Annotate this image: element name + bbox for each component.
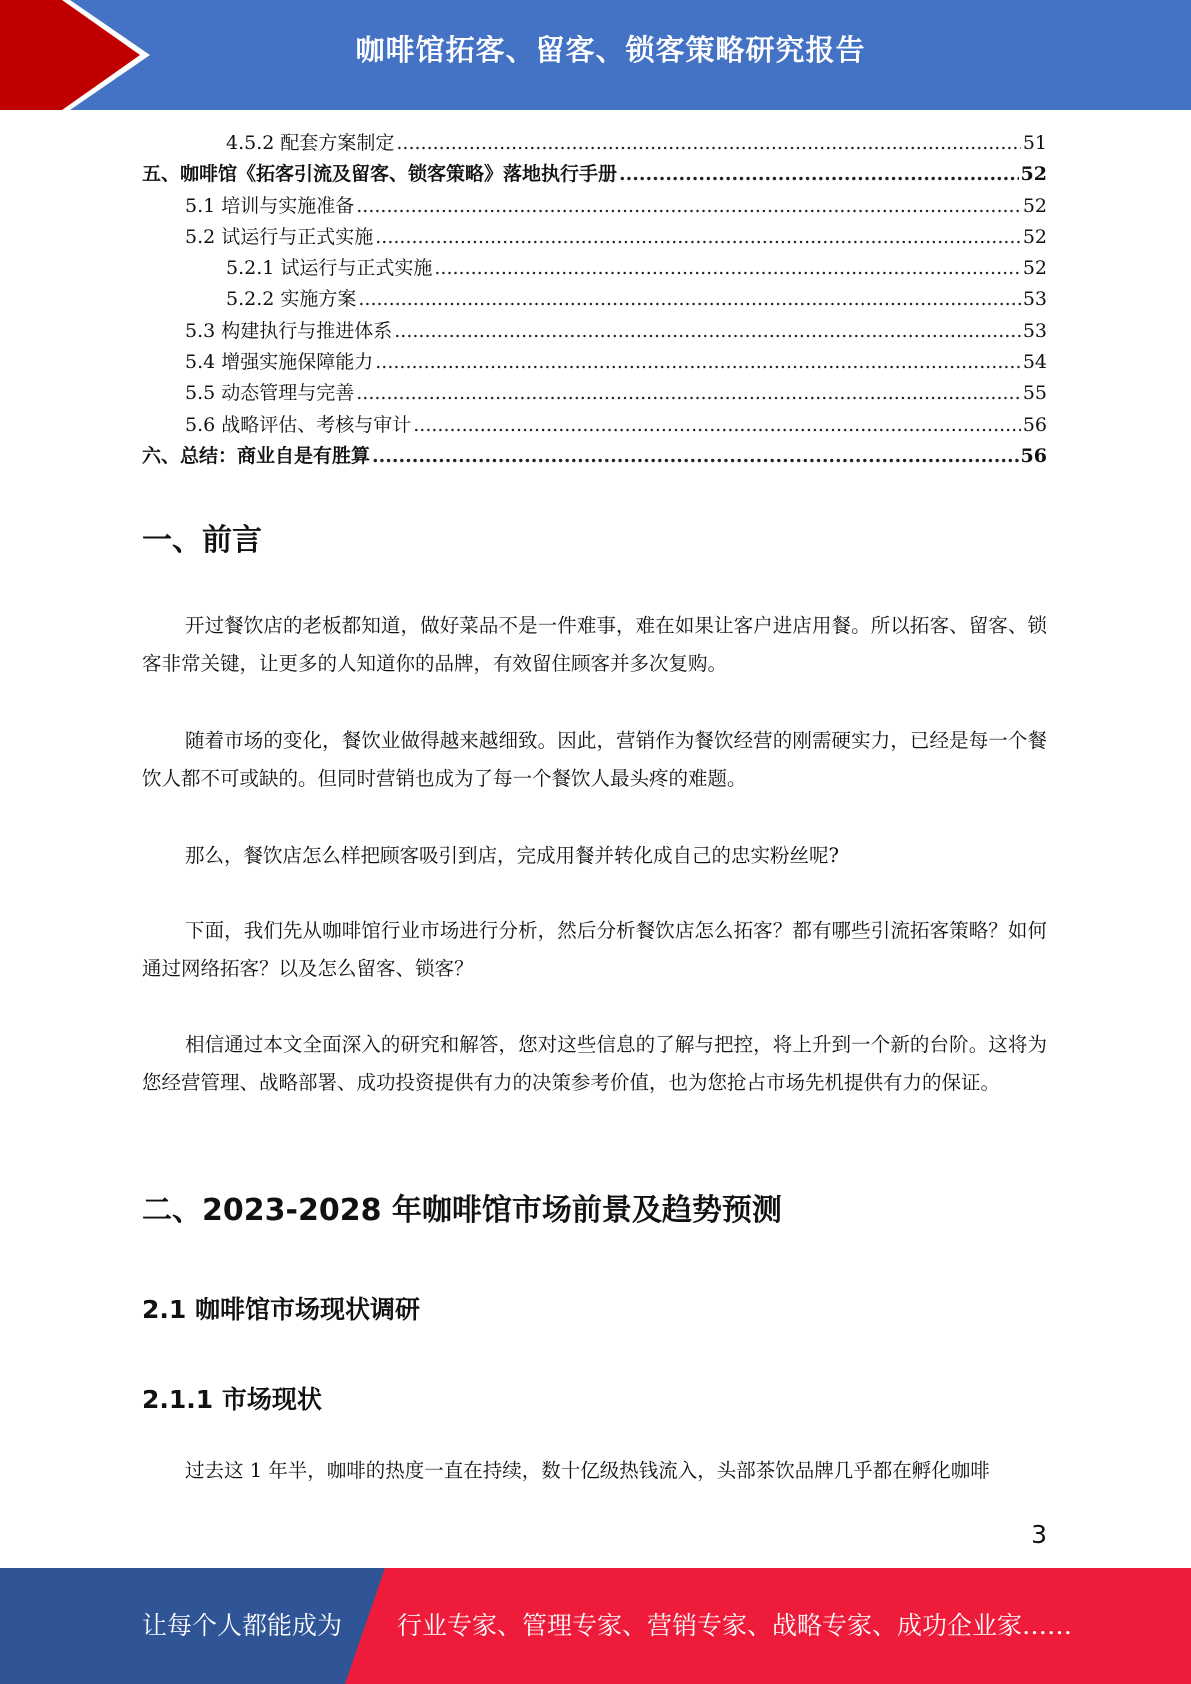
toc-entry-page: 56 [1020, 444, 1047, 467]
paragraph: 随着市场的变化，餐饮业做得越来越细致。因此，营销作为餐饮经营的刚需硬实力，已经是每一个餐饮人都不可或缺的。但同时营销也成为了每一个餐饮人最头疼的难题。 [142, 729, 1047, 790]
toc-entry-page: 52 [1020, 163, 1047, 186]
toc-entry[interactable] [142, 222, 1047, 253]
toc-entry[interactable] [142, 316, 1047, 347]
toc-entry[interactable] [142, 410, 1047, 441]
toc-entry-label: 5.3 构建执行与推进体系 [185, 319, 393, 342]
toc-entry-page: 51 [1022, 132, 1047, 154]
toc-entry-label: 六、总结：商业自是有胜算 [142, 444, 371, 467]
toc-entry-label: 5.6 战略评估、考核与审计 [185, 413, 412, 436]
toc-entry-label: 5.5 动态管理与完善 [185, 382, 355, 405]
toc-entry[interactable] [142, 253, 1047, 284]
table-of-contents [142, 128, 1047, 472]
toc-dot-leader [356, 195, 1021, 217]
document-title: 咖啡馆拓客、留客、锁客策略研究报告 [355, 33, 866, 67]
toc-entry-label: 5.1 培训与实施准备 [185, 194, 355, 217]
toc-entry[interactable] [142, 128, 1047, 159]
toc-entry-page: 54 [1022, 351, 1047, 374]
header-chevron-graphic [0, 0, 160, 110]
toc-entry-page: 52 [1022, 257, 1047, 280]
subsubsection-heading: 2.1.1 市场现状 [142, 1385, 322, 1414]
toc-dot-leader [396, 132, 1020, 154]
toc-dot-leader [394, 320, 1021, 342]
paragraph: 相信通过本文全面深入的研究和解答，您对这些信息的了解与把控，将上升到一个新的台阶。这将为您经营管理、战略部署、成功投资提供有力的决策参考价值，也为您抢占市场先机提供有力的保证。 [142, 1033, 1047, 1094]
subsection-heading: 2.1 咖啡馆市场现状调研 [142, 1295, 420, 1324]
section-heading-preface: 一、前言 [142, 523, 262, 558]
toc-entry-label: 5.4 增强实施保障能力 [185, 351, 374, 374]
toc-dot-leader [413, 414, 1021, 436]
footer-slogan-right: 行业专家、管理专家、营销专家、战略专家、成功企业家…… [397, 1611, 1073, 1640]
toc-entry-page: 53 [1022, 319, 1047, 342]
toc-entry-page: 52 [1022, 225, 1047, 248]
toc-dot-leader [619, 163, 1019, 185]
toc-dot-leader [358, 288, 1020, 310]
toc-entry-label: 五、咖啡馆《拓客引流及留客、锁客策略》落地执行手册 [142, 163, 618, 186]
toc-entry-label: 5.2.2 实施方案 [226, 288, 357, 311]
toc-entry-page: 55 [1022, 382, 1047, 405]
toc-entry-page: 53 [1022, 288, 1047, 311]
toc-entry-page: 56 [1022, 413, 1047, 436]
toc-entry[interactable] [142, 441, 1047, 472]
footer-banner [0, 1568, 1191, 1684]
toc-dot-leader [434, 257, 1020, 279]
toc-entry-page: 52 [1022, 194, 1047, 217]
paragraph: 开过餐饮店的老板都知道，做好菜品不是一件难事，难在如果让客户进店用餐。所以拓客、留客、锁客非常关键，让更多的人知道你的品牌，有效留住顾客并多次复购。 [142, 614, 1047, 675]
toc-dot-leader [356, 382, 1021, 404]
toc-entry[interactable] [142, 284, 1047, 315]
toc-dot-leader [375, 226, 1021, 248]
toc-entry[interactable] [142, 191, 1047, 222]
toc-entry[interactable] [142, 347, 1047, 378]
toc-dot-leader [375, 351, 1021, 373]
section-heading-market-outlook: 二、2023-2028 年咖啡馆市场前景及趋势预测 [142, 1193, 782, 1228]
page-number: 3 [1031, 1520, 1047, 1549]
header-banner [0, 0, 1191, 110]
toc-entry-label: 5.2.1 试运行与正式实施 [226, 257, 433, 280]
paragraph: 过去这 1 年半，咖啡的热度一直在持续，数十亿级热钱流入，头部茶饮品牌几乎都在孵化咖啡 [185, 1459, 990, 1482]
paragraph: 那么，餐饮店怎么样把顾客吸引到店，完成用餐并转化成自己的忠实粉丝呢? [185, 844, 839, 867]
paragraph: 下面，我们先从咖啡馆行业市场进行分析，然后分析餐饮店怎么拓客？都有哪些引流拓客策略？如何通过网络拓客？以及怎么留客、锁客？ [142, 919, 1047, 980]
footer-slogan-left: 让每个人都能成为 [142, 1611, 343, 1640]
toc-dot-leader [372, 445, 1019, 467]
toc-entry-label: 4.5.2 配套方案制定 [226, 132, 395, 154]
toc-entry[interactable] [142, 378, 1047, 409]
toc-entry-label: 5.2 试运行与正式实施 [185, 225, 374, 248]
toc-entry[interactable] [142, 159, 1047, 190]
